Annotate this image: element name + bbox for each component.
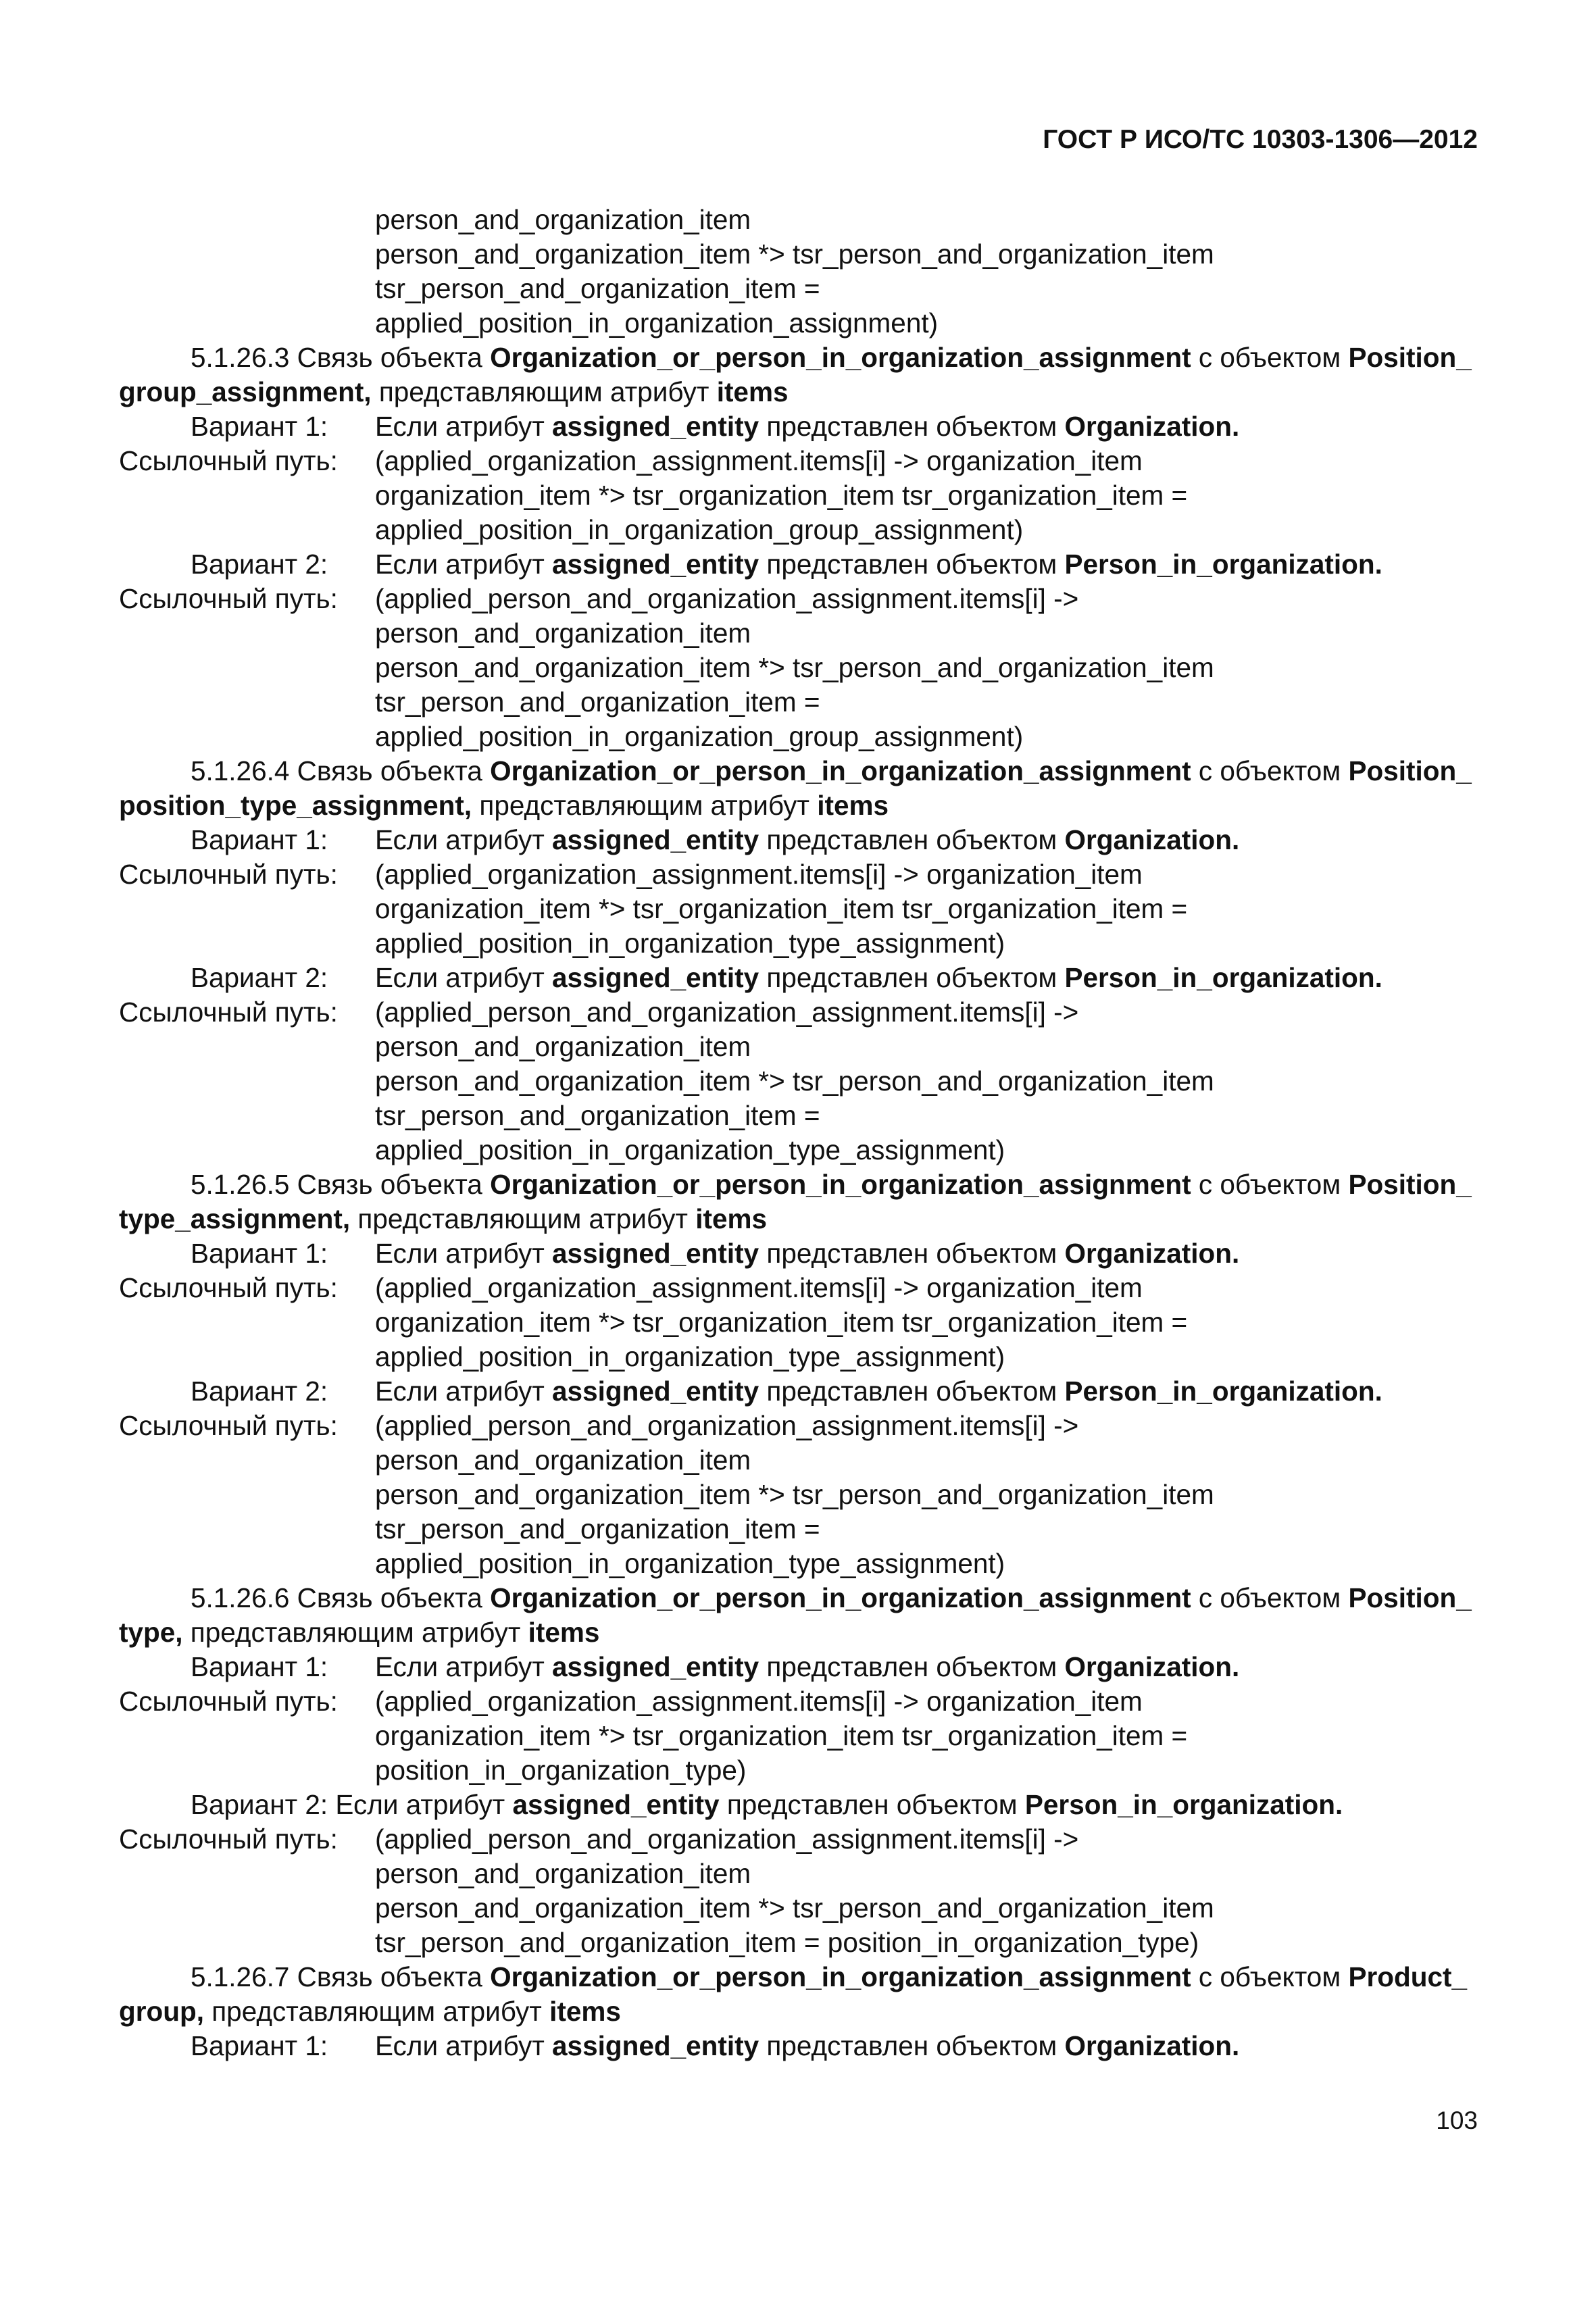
- path-line: tsr_person_and_organization_item = position_in_organization_type): [375, 1927, 1199, 1958]
- reference-path-label: Ссылочный путь:: [119, 1410, 338, 1441]
- reference-path-label: Ссылочный путь:: [119, 1823, 338, 1855]
- path-line: person_and_organization_item: [375, 1444, 751, 1476]
- section-heading-cont: type_assignment, представляющим атрибут items: [119, 1203, 768, 1234]
- section-heading-5-1-26-5: 5.1.26.5 Связь объекта Organization_or_person_in_organization_assignment с объектом Position_: [191, 1169, 1472, 1200]
- reference-path-label: Ссылочный путь:: [119, 1272, 338, 1303]
- path-line: applied_position_in_organization_type_assignment): [375, 1341, 1005, 1372]
- document-header: ГОСТ Р ИСО/ТС 10303-1306—2012: [1043, 125, 1478, 154]
- path-line: applied_position_in_organization_type_assignment): [375, 1134, 1005, 1165]
- variant-label: Вариант 1:: [191, 1238, 328, 1269]
- variant-label: Вариант 2:: [191, 1376, 328, 1407]
- section-heading-5-1-26-4: 5.1.26.4 Связь объекта Organization_or_person_in_organization_assignment с объектом Position_: [191, 755, 1472, 786]
- reference-path-label: Ссылочный путь:: [119, 997, 338, 1028]
- variant-condition: Если атрибут assigned_entity представлен объектом Organization.: [375, 411, 1240, 442]
- path-line: applied_position_in_organization_group_assignment): [375, 514, 1024, 545]
- variant-condition-inline: Вариант 2: Если атрибут assigned_entity представлен объектом Person_in_organization.: [191, 1789, 1343, 1820]
- path-line: applied_position_in_organization_type_assignment): [375, 928, 1005, 959]
- path-line: applied_position_in_organization_type_assignment): [375, 1548, 1005, 1579]
- path-line: (applied_organization_assignment.items[i] -> organization_item: [375, 1686, 1143, 1717]
- variant-condition: Если атрибут assigned_entity представлен объектом Organization.: [375, 1238, 1240, 1269]
- section-heading-5-1-26-7: 5.1.26.7 Связь объекта Organization_or_person_in_organization_assignment с объектом Product_: [191, 1961, 1467, 1992]
- path-line: (applied_person_and_organization_assignment.items[i] ->: [375, 1823, 1079, 1855]
- reference-path-label: Ссылочный путь:: [119, 1686, 338, 1717]
- section-heading-cont: group_assignment, представляющим атрибут items: [119, 376, 789, 407]
- variant-condition: Если атрибут assigned_entity представлен объектом Person_in_organization.: [375, 962, 1382, 993]
- path-line: person_and_organization_item: [375, 1031, 751, 1062]
- path-line: applied_position_in_organization_group_assignment): [375, 721, 1024, 752]
- section-heading-cont: position_type_assignment, представляющим атрибут items: [119, 790, 889, 821]
- path-line: person_and_organization_item *> tsr_person_and_organization_item: [375, 1892, 1214, 1923]
- path-line: person_and_organization_item: [375, 204, 751, 235]
- reference-path-label: Ссылочный путь:: [119, 859, 338, 890]
- path-line: (applied_organization_assignment.items[i] -> organization_item: [375, 859, 1143, 890]
- variant-condition: Если атрибут assigned_entity представлен объектом Organization.: [375, 2030, 1240, 2061]
- page-number: 103: [1436, 2107, 1478, 2134]
- variant-label: Вариант 1:: [191, 411, 328, 442]
- variant-condition: Если атрибут assigned_entity представлен объектом Organization.: [375, 1651, 1240, 1682]
- path-line: organization_item *> tsr_organization_item tsr_organization_item =: [375, 480, 1188, 511]
- variant-label: Вариант 2:: [191, 549, 328, 580]
- variant-condition: Если атрибут assigned_entity представлен объектом Person_in_organization.: [375, 549, 1382, 580]
- variant-condition: Если атрибут assigned_entity представлен объектом Person_in_organization.: [375, 1376, 1382, 1407]
- path-line: tsr_person_and_organization_item =: [375, 1100, 820, 1131]
- path-line: person_and_organization_item *> tsr_person_and_organization_item: [375, 1065, 1214, 1097]
- reference-path-label: Ссылочный путь:: [119, 583, 338, 614]
- variant-label: Вариант 1:: [191, 824, 328, 855]
- path-line: tsr_person_and_organization_item =: [375, 273, 820, 304]
- variant-condition: Если атрибут assigned_entity представлен объектом Organization.: [375, 824, 1240, 855]
- path-line: (applied_person_and_organization_assignment.items[i] ->: [375, 1410, 1079, 1441]
- path-line: (applied_organization_assignment.items[i] -> organization_item: [375, 1272, 1143, 1303]
- path-line: applied_position_in_organization_assignment): [375, 307, 939, 338]
- variant-label: Вариант 1:: [191, 1651, 328, 1682]
- path-line: (applied_person_and_organization_assignment.items[i] ->: [375, 583, 1079, 614]
- path-line: (applied_person_and_organization_assignment.items[i] ->: [375, 997, 1079, 1028]
- path-line: person_and_organization_item *> tsr_person_and_organization_item: [375, 238, 1214, 270]
- section-heading-5-1-26-3: 5.1.26.3 Связь объекта Organization_or_person_in_organization_assignment с объектом Position_: [191, 342, 1472, 373]
- path-line: person_and_organization_item: [375, 1858, 751, 1889]
- path-line: person_and_organization_item: [375, 618, 751, 649]
- variant-label: Вариант 1:: [191, 2030, 328, 2061]
- path-line: organization_item *> tsr_organization_item tsr_organization_item =: [375, 893, 1188, 924]
- section-heading-5-1-26-6: 5.1.26.6 Связь объекта Organization_or_person_in_organization_assignment с объектом Position_: [191, 1582, 1472, 1613]
- path-line: person_and_organization_item *> tsr_person_and_organization_item: [375, 652, 1214, 683]
- path-line: organization_item *> tsr_organization_item tsr_organization_item =: [375, 1307, 1188, 1338]
- variant-label: Вариант 2:: [191, 962, 328, 993]
- section-heading-cont: group, представляющим атрибут items: [119, 1996, 621, 2027]
- section-heading-cont: type, представляющим атрибут items: [119, 1617, 600, 1648]
- path-line: position_in_organization_type): [375, 1755, 747, 1786]
- path-line: tsr_person_and_organization_item =: [375, 686, 820, 718]
- path-line: tsr_person_and_organization_item =: [375, 1513, 820, 1544]
- path-line: person_and_organization_item *> tsr_person_and_organization_item: [375, 1479, 1214, 1510]
- reference-path-label: Ссылочный путь:: [119, 445, 338, 476]
- path-line: (applied_organization_assignment.items[i] -> organization_item: [375, 445, 1143, 476]
- path-line: organization_item *> tsr_organization_item tsr_organization_item =: [375, 1720, 1188, 1751]
